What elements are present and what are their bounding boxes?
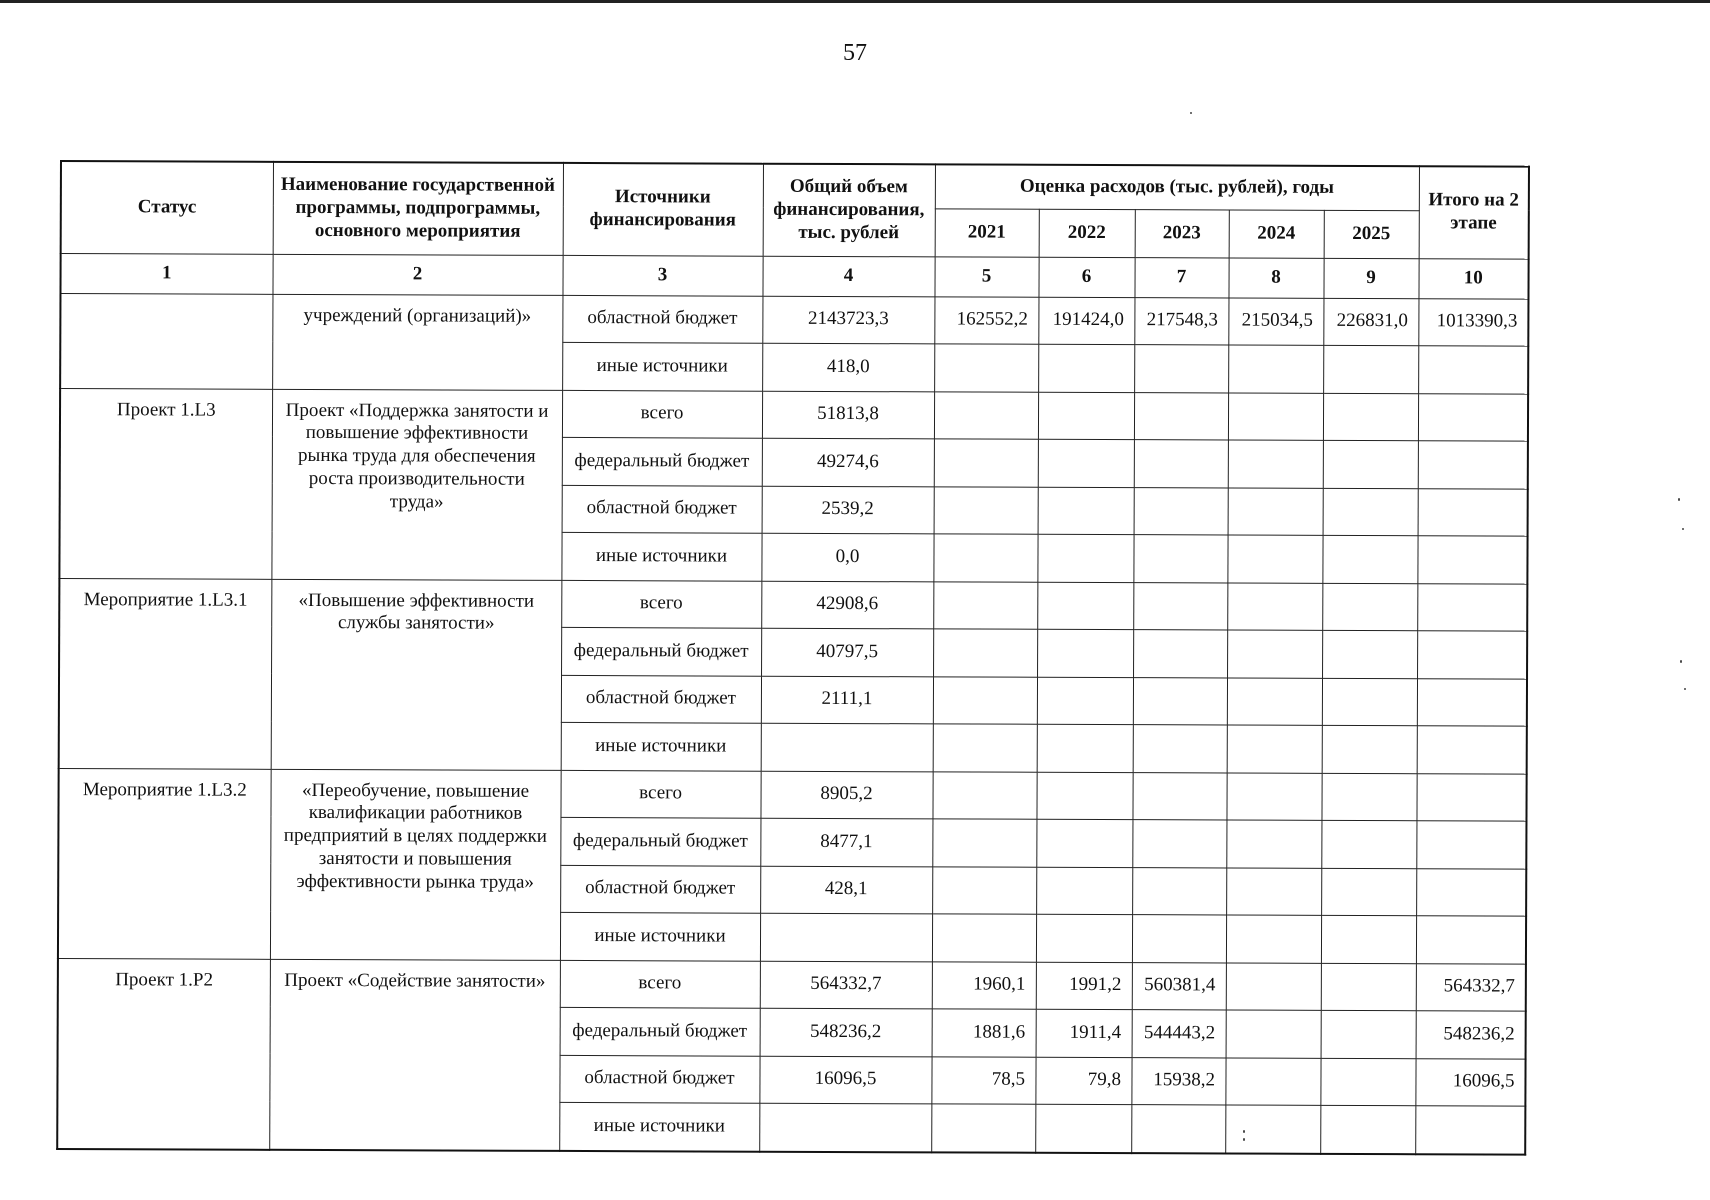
year-2022-cell — [1037, 677, 1133, 725]
header-year: 2021 — [935, 208, 1039, 256]
source-cell: всего — [560, 770, 760, 818]
source-cell: иные источники — [562, 342, 762, 390]
status-cell — [60, 293, 272, 389]
year-2022-cell — [1038, 487, 1134, 535]
budget-table-container — [56, 160, 1530, 1155]
year-2024-cell — [1228, 392, 1323, 440]
year-2025-cell — [1321, 773, 1416, 821]
column-number: 4 — [762, 256, 934, 297]
year-2022-cell — [1038, 392, 1134, 440]
header-estimate: Оценка расходов (тыс. рублей), годы — [935, 164, 1419, 210]
header-status: Статус — [61, 161, 273, 254]
total-cell: 16096,5 — [759, 1056, 931, 1104]
year-2021-cell — [933, 581, 1037, 629]
year-2024-cell — [1226, 962, 1321, 1010]
year-2024-cell — [1226, 867, 1321, 915]
column-number: 3 — [562, 255, 762, 296]
total-cell: 51813,8 — [762, 391, 934, 439]
year-2022-cell: 191424,0 — [1038, 297, 1134, 345]
year-2025-cell — [1322, 630, 1417, 678]
column-number: 7 — [1134, 257, 1228, 297]
source-cell: всего — [561, 580, 761, 628]
year-2024-cell — [1226, 820, 1321, 868]
source-cell: иные источники — [559, 1102, 759, 1151]
year-2022-cell — [1037, 724, 1133, 772]
year-2021-cell — [933, 724, 1037, 772]
scan-speck — [1684, 688, 1686, 690]
total-cell: 428,1 — [760, 866, 932, 914]
program-name-cell: «Повышение эффективности службы занятости» — [271, 579, 562, 770]
total-cell: 564332,7 — [760, 961, 932, 1009]
header-stage-total: Итого на 2 этапе — [1419, 166, 1529, 258]
table-row — [58, 958, 1526, 1011]
page-number: 57 — [843, 40, 867, 66]
year-2022-cell: 1991,2 — [1036, 962, 1132, 1010]
stage-total-cell — [1418, 441, 1528, 489]
year-2023-cell — [1134, 392, 1228, 440]
stage-total-cell — [1417, 583, 1527, 631]
year-2022-cell — [1037, 582, 1133, 630]
total-cell: 8477,1 — [760, 818, 932, 866]
year-2023-cell — [1131, 1105, 1225, 1153]
header-year: 2023 — [1135, 209, 1229, 257]
year-2024-cell — [1226, 1010, 1321, 1058]
column-number: 6 — [1038, 257, 1134, 297]
header-year: 2024 — [1229, 209, 1324, 257]
year-2024-cell — [1226, 772, 1321, 820]
year-2025-cell — [1323, 440, 1418, 488]
year-2025-cell — [1320, 1058, 1415, 1106]
stage-total-cell — [1417, 536, 1527, 584]
total-cell: 418,0 — [762, 343, 934, 391]
column-number: 10 — [1418, 258, 1528, 298]
year-2022-cell — [1036, 772, 1132, 820]
year-2025-cell — [1323, 488, 1418, 536]
year-2021-cell — [934, 344, 1038, 392]
year-2023-cell — [1133, 582, 1227, 630]
header-total: Общий объем финансирования, тыс. рублей — [763, 164, 935, 257]
year-2022-cell — [1035, 1104, 1131, 1152]
year-2023-cell — [1132, 820, 1226, 868]
year-2025-cell — [1321, 915, 1416, 963]
header-year: 2022 — [1039, 209, 1135, 257]
status-cell: Мероприятие 1.L3.1 — [59, 578, 272, 769]
stage-total-cell — [1417, 726, 1527, 774]
total-cell: 2143723,3 — [762, 296, 934, 344]
total-cell: 0,0 — [761, 533, 933, 581]
year-2025-cell — [1321, 868, 1416, 916]
table-row — [60, 293, 1528, 346]
year-2022-cell — [1037, 629, 1133, 677]
year-2024-cell — [1227, 535, 1322, 583]
year-2021-cell: 78,5 — [931, 1056, 1035, 1104]
stage-total-cell — [1415, 1106, 1525, 1154]
year-2024-cell — [1225, 1057, 1320, 1105]
year-2025-cell — [1321, 1010, 1416, 1058]
table-row — [59, 578, 1527, 631]
source-cell: всего — [562, 390, 762, 438]
status-cell: Мероприятие 1.L3.2 — [58, 768, 271, 959]
stage-total-cell: 1013390,3 — [1418, 298, 1528, 346]
year-2022-cell — [1036, 819, 1132, 867]
year-2025-cell — [1323, 393, 1418, 441]
source-cell: областной бюджет — [561, 675, 761, 723]
stage-total-cell — [1416, 868, 1526, 916]
year-2022-cell: 1911,4 — [1036, 1009, 1132, 1057]
year-2023-cell: 544443,2 — [1132, 1010, 1226, 1058]
stage-total-cell: 548236,2 — [1416, 1011, 1526, 1059]
scan-speck — [1680, 660, 1682, 663]
column-number: 1 — [60, 253, 272, 294]
total-cell — [760, 913, 932, 961]
year-2025-cell — [1321, 963, 1416, 1011]
year-2025-cell — [1321, 820, 1416, 868]
year-2021-cell — [932, 866, 1036, 914]
header-year: 2025 — [1324, 210, 1419, 258]
year-2023-cell — [1132, 772, 1226, 820]
year-2021-cell — [934, 486, 1038, 534]
year-2023-cell: 560381,4 — [1132, 962, 1226, 1010]
year-2024-cell — [1228, 440, 1323, 488]
source-cell: федеральный бюджет — [560, 817, 760, 865]
year-2024-cell — [1226, 915, 1321, 963]
year-2021-cell — [932, 771, 1036, 819]
year-2021-cell: 1881,6 — [932, 1009, 1036, 1057]
year-2021-cell — [932, 914, 1036, 962]
total-cell: 2539,2 — [762, 486, 934, 534]
total-cell — [761, 723, 933, 771]
table-body — [57, 293, 1528, 1154]
year-2025-cell: 226831,0 — [1323, 298, 1418, 346]
table-row — [58, 768, 1526, 821]
year-2022-cell — [1036, 867, 1132, 915]
year-2023-cell: 217548,3 — [1134, 297, 1228, 345]
total-cell: 8905,2 — [760, 771, 932, 819]
year-2025-cell — [1322, 725, 1417, 773]
year-2023-cell: 15938,2 — [1131, 1057, 1225, 1105]
total-cell: 49274,6 — [762, 438, 934, 486]
year-2022-cell — [1038, 344, 1134, 392]
year-2024-cell — [1227, 582, 1322, 630]
year-2021-cell: 162552,2 — [934, 296, 1038, 344]
total-cell: 2111,1 — [761, 676, 933, 724]
source-cell: иные источники — [561, 722, 761, 770]
stage-total-cell — [1416, 916, 1526, 964]
year-2023-cell — [1133, 535, 1227, 583]
year-2022-cell: 79,8 — [1035, 1057, 1131, 1105]
program-name-cell: Проект «Поддержка занятости и повышение эффективности рынка труда для обеспечения роста производительности труда» — [271, 389, 562, 580]
stage-total-cell — [1417, 678, 1527, 726]
source-cell: федеральный бюджет — [561, 627, 761, 675]
stage-total-cell: 564332,7 — [1416, 963, 1526, 1011]
year-2022-cell — [1037, 534, 1133, 582]
year-2024-cell — [1227, 630, 1322, 678]
stage-total-cell — [1418, 488, 1528, 536]
year-2025-cell — [1322, 678, 1417, 726]
year-2022-cell — [1036, 914, 1132, 962]
year-2023-cell — [1134, 487, 1228, 535]
table-row — [60, 388, 1528, 441]
year-2023-cell — [1133, 677, 1227, 725]
total-cell: 548236,2 — [760, 1008, 932, 1056]
total-cell — [759, 1103, 931, 1152]
year-2021-cell — [933, 629, 1037, 677]
year-2021-cell — [932, 819, 1036, 867]
year-2022-cell — [1038, 439, 1134, 487]
source-cell: областной бюджет — [562, 295, 762, 343]
header-name: Наименование государственной программы, подпрограммы, основного мероприятия — [273, 162, 563, 255]
year-2024-cell: 215034,5 — [1228, 297, 1323, 345]
program-name-cell: Проект «Содействие занятости» — [269, 959, 560, 1151]
page-top-edge — [0, 0, 1710, 3]
year-2023-cell — [1132, 867, 1226, 915]
year-2021-cell: 1960,1 — [932, 961, 1036, 1009]
scan-speck — [1190, 112, 1192, 114]
year-2023-cell — [1134, 345, 1228, 393]
header-sources: Источники финансирования — [563, 163, 763, 256]
status-cell: Проект 1.Р2 — [57, 958, 270, 1149]
year-2024-cell — [1227, 725, 1322, 773]
year-2024-cell — [1227, 677, 1322, 725]
column-number: 9 — [1323, 258, 1418, 298]
year-2024-cell — [1228, 487, 1323, 535]
year-2024-cell — [1225, 1105, 1320, 1153]
total-cell: 42908,6 — [761, 581, 933, 629]
source-cell: федеральный бюджет — [562, 437, 762, 485]
year-2021-cell — [934, 439, 1038, 487]
year-2021-cell — [933, 676, 1037, 724]
column-number: 8 — [1228, 257, 1323, 297]
stage-total-cell — [1416, 773, 1526, 821]
year-2025-cell — [1322, 583, 1417, 631]
source-cell: областной бюджет — [559, 1055, 759, 1103]
year-2021-cell — [934, 391, 1038, 439]
year-2023-cell — [1132, 915, 1226, 963]
total-cell: 40797,5 — [761, 628, 933, 676]
source-cell: областной бюджет — [562, 485, 762, 533]
year-2023-cell — [1133, 630, 1227, 678]
stage-total-cell — [1416, 821, 1526, 869]
year-2021-cell — [931, 1104, 1035, 1152]
status-cell: Проект 1.L3 — [59, 388, 272, 579]
program-name-cell: «Переобучение, повышение квалификации работников предприятий в целях поддержки занятости и повышения эффективности рынка труда» — [270, 769, 561, 960]
budget-table — [56, 160, 1530, 1155]
column-number: 2 — [272, 254, 562, 295]
year-2025-cell — [1320, 1105, 1415, 1153]
stage-total-cell: 16096,5 — [1415, 1058, 1525, 1106]
stage-total-cell — [1418, 346, 1528, 394]
source-cell: иные источники — [560, 912, 760, 960]
scan-speck — [1243, 1130, 1245, 1133]
year-2024-cell — [1228, 345, 1323, 393]
scan-speck — [1682, 528, 1684, 530]
source-cell: областной бюджет — [560, 865, 760, 913]
scan-speck — [1243, 1138, 1245, 1141]
program-name-cell: учреждений (организаций)» — [272, 294, 562, 390]
stage-total-cell — [1418, 393, 1528, 441]
year-2023-cell — [1133, 725, 1227, 773]
table-header — [60, 161, 1528, 299]
stage-total-cell — [1417, 631, 1527, 679]
source-cell: федеральный бюджет — [560, 1007, 760, 1055]
year-2025-cell — [1322, 535, 1417, 583]
year-2021-cell — [933, 534, 1037, 582]
source-cell: всего — [560, 960, 760, 1008]
source-cell: иные источники — [561, 532, 761, 580]
scan-speck — [1678, 498, 1680, 501]
column-number: 5 — [934, 256, 1038, 296]
year-2025-cell — [1323, 345, 1418, 393]
year-2023-cell — [1134, 440, 1228, 488]
